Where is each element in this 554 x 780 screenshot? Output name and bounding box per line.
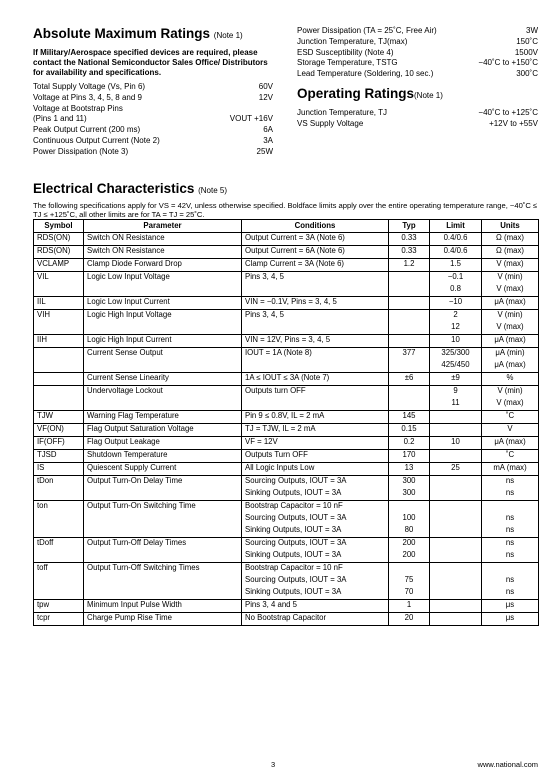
cell-conditions bbox=[242, 398, 389, 411]
cell-conditions: Output Current = 6A (Note 6) bbox=[242, 246, 389, 259]
section-title: Electrical Characteristics (Note 5) bbox=[33, 181, 228, 196]
table-row bbox=[34, 501, 539, 514]
electrical-characteristics-header bbox=[33, 181, 538, 219]
cell-limit bbox=[430, 550, 482, 563]
col-header-symbol: Symbol bbox=[34, 220, 84, 233]
cell-parameter bbox=[84, 488, 242, 501]
cell-units: ˚C bbox=[482, 411, 539, 424]
cell-conditions: Outputs turn OFF bbox=[242, 386, 389, 399]
cell-limit: 10 bbox=[430, 335, 482, 348]
cell-symbol: ton bbox=[34, 501, 84, 514]
cell-symbol: VCLAMP bbox=[34, 259, 84, 272]
col-header-units: Units bbox=[482, 220, 539, 233]
table-row bbox=[34, 563, 539, 576]
rating-value: +12V to +55V bbox=[489, 118, 538, 128]
operating-ratings-list bbox=[297, 108, 538, 130]
cell-conditions: Output Current = 3A (Note 6) bbox=[242, 233, 389, 246]
cell-conditions: Clamp Current = 3A (Note 6) bbox=[242, 259, 389, 272]
cell-conditions: All Logic Inputs Low bbox=[242, 463, 389, 476]
cell-limit: 2 bbox=[430, 310, 482, 323]
cell-limit: 12 bbox=[430, 322, 482, 335]
cell-parameter: Current Sense Output bbox=[84, 348, 242, 361]
cell-parameter: Logic High Input Current bbox=[84, 335, 242, 348]
table-row bbox=[34, 360, 539, 373]
col-header-conditions: Conditions bbox=[242, 220, 389, 233]
cell-limit bbox=[430, 525, 482, 538]
cell-typ: 0.33 bbox=[389, 246, 430, 259]
cell-typ: 300 bbox=[389, 488, 430, 501]
cell-symbol: TJW bbox=[34, 411, 84, 424]
cell-typ: 200 bbox=[389, 550, 430, 563]
cell-units: ns bbox=[482, 488, 539, 501]
cell-conditions: Bootstrap Capacitor = 10 nF bbox=[242, 501, 389, 514]
table-row bbox=[34, 463, 539, 476]
rating-row bbox=[33, 125, 273, 136]
cell-symbol bbox=[34, 284, 84, 297]
cell-conditions: VF = 12V bbox=[242, 437, 389, 450]
cell-typ bbox=[389, 297, 430, 310]
cell-parameter bbox=[84, 575, 242, 587]
rating-value: 3A bbox=[263, 135, 273, 145]
cell-limit: 10 bbox=[430, 437, 482, 450]
rating-row bbox=[297, 108, 538, 119]
cell-parameter bbox=[84, 398, 242, 411]
cell-typ: 100 bbox=[389, 513, 430, 525]
cell-typ: ±6 bbox=[389, 373, 430, 386]
cell-units: μs bbox=[482, 613, 539, 626]
cell-limit bbox=[430, 613, 482, 626]
table-row bbox=[34, 437, 539, 450]
table-row bbox=[34, 525, 539, 538]
rating-value: 60V bbox=[258, 82, 273, 91]
rating-value: 12V bbox=[258, 92, 273, 102]
cell-conditions: Bootstrap Capacitor = 10 nF bbox=[242, 563, 389, 576]
cell-limit: 9 bbox=[430, 386, 482, 399]
rating-row bbox=[297, 37, 538, 48]
cell-conditions: VIN = 12V, Pins = 3, 4, 5 bbox=[242, 335, 389, 348]
rating-row bbox=[33, 104, 273, 115]
rating-row bbox=[33, 93, 273, 104]
cell-units: Ω (max) bbox=[482, 246, 539, 259]
cell-limit bbox=[430, 513, 482, 525]
rating-label: Junction Temperature, TJ bbox=[297, 107, 387, 117]
cell-typ: 170 bbox=[389, 450, 430, 463]
table-row bbox=[34, 575, 539, 587]
cell-typ bbox=[389, 272, 430, 285]
ratings-list-right bbox=[297, 26, 538, 80]
cell-conditions: Sinking Outputs, IOUT = 3A bbox=[242, 587, 389, 600]
rating-label: Voltage at Bootstrap Pins bbox=[33, 103, 123, 113]
cell-parameter: Quiescent Supply Current bbox=[84, 463, 242, 476]
cell-symbol bbox=[34, 386, 84, 399]
cell-symbol: IIH bbox=[34, 335, 84, 348]
cell-units: μA (max) bbox=[482, 297, 539, 310]
table-row bbox=[34, 259, 539, 272]
table-row bbox=[34, 424, 539, 437]
operating-ratings-title: Operating Ratings(Note 1) bbox=[297, 85, 443, 101]
cell-conditions: TJ = TJW, IL = 2 mA bbox=[242, 424, 389, 437]
cell-units: V (max) bbox=[482, 259, 539, 272]
cell-typ: 1 bbox=[389, 600, 430, 613]
cell-conditions: Sinking Outputs, IOUT = 3A bbox=[242, 550, 389, 563]
cell-symbol bbox=[34, 587, 84, 600]
col-header-limit: Limit bbox=[430, 220, 482, 233]
cell-typ: 20 bbox=[389, 613, 430, 626]
rating-value: −40˚C to +150˚C bbox=[478, 58, 538, 68]
table-row bbox=[34, 272, 539, 285]
cell-symbol bbox=[34, 348, 84, 361]
cell-units: μA (max) bbox=[482, 437, 539, 450]
table-row bbox=[34, 411, 539, 424]
cell-parameter: Output Turn-Off Delay Times bbox=[84, 538, 242, 551]
rating-value: 300˚C bbox=[516, 69, 538, 79]
cell-typ bbox=[389, 310, 430, 323]
table-row bbox=[34, 450, 539, 463]
rating-label: ESD Susceptibility (Note 4) bbox=[297, 47, 394, 57]
rating-value: −40˚C to +125˚C bbox=[478, 107, 538, 117]
cell-units: μA (max) bbox=[482, 360, 539, 373]
cell-conditions: 1A ≤ IOUT ≤ 3A (Note 7) bbox=[242, 373, 389, 386]
cell-typ bbox=[389, 360, 430, 373]
cell-units: V (max) bbox=[482, 322, 539, 335]
cell-parameter bbox=[84, 322, 242, 335]
cell-typ bbox=[389, 335, 430, 348]
cell-limit bbox=[430, 587, 482, 600]
cell-symbol: IF(OFF) bbox=[34, 437, 84, 450]
cell-limit bbox=[430, 476, 482, 489]
cell-units: V (min) bbox=[482, 386, 539, 399]
cell-symbol: RDS(ON) bbox=[34, 246, 84, 259]
cell-limit: 0.4/0.6 bbox=[430, 233, 482, 246]
cell-conditions: Pins 3, 4 and 5 bbox=[242, 600, 389, 613]
table-row bbox=[34, 335, 539, 348]
cell-typ bbox=[389, 284, 430, 297]
cell-symbol: RDS(ON) bbox=[34, 233, 84, 246]
cell-symbol: tcpr bbox=[34, 613, 84, 626]
cell-parameter bbox=[84, 525, 242, 538]
cell-limit bbox=[430, 575, 482, 587]
cell-parameter: Output Turn-On Delay Time bbox=[84, 476, 242, 489]
table-row bbox=[34, 587, 539, 600]
cell-parameter bbox=[84, 587, 242, 600]
table-row bbox=[34, 246, 539, 259]
cell-conditions: IOUT = 1A (Note 8) bbox=[242, 348, 389, 361]
cell-parameter: Undervoltage Lockout bbox=[84, 386, 242, 399]
cell-parameter: Logic Low Input Voltage bbox=[84, 272, 242, 285]
cell-symbol: tDoff bbox=[34, 538, 84, 551]
ratings-list bbox=[33, 82, 273, 158]
rating-value: 25W bbox=[256, 146, 273, 156]
cell-typ: 70 bbox=[389, 587, 430, 600]
cell-symbol bbox=[34, 360, 84, 373]
rating-value: VOUT +16V bbox=[229, 114, 273, 124]
rating-label: Power Dissipation (Note 3) bbox=[33, 146, 129, 156]
cell-limit bbox=[430, 450, 482, 463]
electrical-characteristics-table bbox=[33, 219, 539, 626]
cell-units: Ω (max) bbox=[482, 233, 539, 246]
rating-row bbox=[297, 48, 538, 59]
rating-label: (Pins 1 and 11) bbox=[33, 114, 87, 124]
cell-parameter bbox=[84, 284, 242, 297]
military-notice: If Military/Aerospace specified devices are required, please contact the National Semiconductor Sales Office/ Distributors for availability and specifications. bbox=[33, 48, 268, 77]
rating-value: 150˚C bbox=[516, 36, 538, 46]
cell-typ: 200 bbox=[389, 538, 430, 551]
cell-symbol: VIL bbox=[34, 272, 84, 285]
rating-label: Power Dissipation (TA = 25˚C, Free Air) bbox=[297, 26, 437, 35]
cell-parameter: Warning Flag Temperature bbox=[84, 411, 242, 424]
rating-row bbox=[297, 119, 538, 130]
cell-conditions: Pin 9 ≤ 0.8V, IL = 2 mA bbox=[242, 411, 389, 424]
ratings-right-column bbox=[297, 26, 538, 130]
cell-symbol: toff bbox=[34, 563, 84, 576]
cell-parameter: Clamp Diode Forward Drop bbox=[84, 259, 242, 272]
cell-conditions: Sinking Outputs, IOUT = 3A bbox=[242, 525, 389, 538]
cell-conditions: VIN = −0.1V, Pins = 3, 4, 5 bbox=[242, 297, 389, 310]
cell-parameter: Logic Low Input Current bbox=[84, 297, 242, 310]
cell-conditions bbox=[242, 322, 389, 335]
cell-conditions: Sourcing Outputs, IOUT = 3A bbox=[242, 513, 389, 525]
table-row bbox=[34, 476, 539, 489]
cell-parameter: Output Turn-Off Switching Times bbox=[84, 563, 242, 576]
table-row bbox=[34, 310, 539, 323]
col-header-typ: Typ bbox=[389, 220, 430, 233]
rating-value: 6A bbox=[263, 125, 273, 135]
table-row bbox=[34, 233, 539, 246]
table-row bbox=[34, 398, 539, 411]
rating-label: Storage Temperature, TSTG bbox=[297, 58, 398, 68]
cell-units: μA (min) bbox=[482, 348, 539, 361]
cell-conditions: Sourcing Outputs, IOUT = 3A bbox=[242, 575, 389, 587]
table-row bbox=[34, 488, 539, 501]
rating-label: Voltage at Pins 3, 4, 5, 8 and 9 bbox=[33, 92, 142, 102]
cell-limit: 25 bbox=[430, 463, 482, 476]
cell-parameter bbox=[84, 550, 242, 563]
cell-typ: 377 bbox=[389, 348, 430, 361]
cell-conditions: Pins 3, 4, 5 bbox=[242, 310, 389, 323]
cell-limit: ±9 bbox=[430, 373, 482, 386]
cell-typ: 0.2 bbox=[389, 437, 430, 450]
cell-typ: 80 bbox=[389, 525, 430, 538]
cell-units: ns bbox=[482, 575, 539, 587]
cell-parameter: Flag Output Leakage bbox=[84, 437, 242, 450]
cell-conditions bbox=[242, 284, 389, 297]
page-number: 3 bbox=[271, 760, 276, 769]
cell-units: ˚C bbox=[482, 450, 539, 463]
cell-typ bbox=[389, 322, 430, 335]
cell-conditions: Sinking Outputs, IOUT = 3A bbox=[242, 488, 389, 501]
cell-symbol bbox=[34, 575, 84, 587]
cell-units: V (max) bbox=[482, 284, 539, 297]
cell-symbol bbox=[34, 525, 84, 538]
table-row bbox=[34, 348, 539, 361]
cell-limit bbox=[430, 424, 482, 437]
cell-parameter bbox=[84, 360, 242, 373]
absolute-max-section bbox=[33, 26, 273, 158]
cell-typ bbox=[389, 398, 430, 411]
col-header-parameter: Parameter bbox=[84, 220, 242, 233]
cell-limit: 0.8 bbox=[430, 284, 482, 297]
cell-symbol: IS bbox=[34, 463, 84, 476]
table-row bbox=[34, 386, 539, 399]
cell-limit bbox=[430, 488, 482, 501]
cell-limit bbox=[430, 538, 482, 551]
cell-symbol: VIH bbox=[34, 310, 84, 323]
cell-parameter: Logic High Input Voltage bbox=[84, 310, 242, 323]
cell-units: V (max) bbox=[482, 398, 539, 411]
cell-parameter: Switch ON Resistance bbox=[84, 233, 242, 246]
rating-row bbox=[33, 82, 273, 93]
cell-parameter: Charge Pump Rise Time bbox=[84, 613, 242, 626]
cell-units: ns bbox=[482, 538, 539, 551]
rating-label: Total Supply Voltage (Vs, Pin 6) bbox=[33, 82, 146, 91]
cell-symbol: IIL bbox=[34, 297, 84, 310]
rating-row bbox=[297, 58, 538, 69]
cell-symbol bbox=[34, 513, 84, 525]
cell-units: V bbox=[482, 424, 539, 437]
cell-units: mA (max) bbox=[482, 463, 539, 476]
cell-limit: 11 bbox=[430, 398, 482, 411]
cell-parameter: Shutdown Temperature bbox=[84, 450, 242, 463]
cell-conditions: No Bootstrap Capacitor bbox=[242, 613, 389, 626]
cell-units: V (min) bbox=[482, 310, 539, 323]
cell-parameter: Minimum Input Pulse Width bbox=[84, 600, 242, 613]
cell-units: ns bbox=[482, 587, 539, 600]
cell-units: μA (max) bbox=[482, 335, 539, 348]
cell-limit bbox=[430, 600, 482, 613]
cell-symbol bbox=[34, 373, 84, 386]
rating-label: Lead Temperature (Soldering, 10 sec.) bbox=[297, 69, 434, 79]
cell-limit: 0.4/0.6 bbox=[430, 246, 482, 259]
table-row bbox=[34, 600, 539, 613]
rating-label: VS Supply Voltage bbox=[297, 118, 364, 128]
rating-row bbox=[297, 69, 538, 80]
cell-typ: 0.33 bbox=[389, 233, 430, 246]
cell-limit: −0.1 bbox=[430, 272, 482, 285]
cell-units: ns bbox=[482, 550, 539, 563]
rating-value: 3W bbox=[526, 26, 538, 35]
cell-conditions bbox=[242, 360, 389, 373]
cell-conditions: Sourcing Outputs, IOUT = 3A bbox=[242, 538, 389, 551]
cell-limit: 425/450 bbox=[430, 360, 482, 373]
cell-units: μs bbox=[482, 600, 539, 613]
table-row bbox=[34, 550, 539, 563]
cell-units: ns bbox=[482, 525, 539, 538]
table-row bbox=[34, 513, 539, 525]
table-row bbox=[34, 284, 539, 297]
cell-units: ns bbox=[482, 476, 539, 489]
cell-symbol bbox=[34, 550, 84, 563]
cell-symbol: VF(ON) bbox=[34, 424, 84, 437]
rating-label: Peak Output Current (200 ms) bbox=[33, 125, 141, 135]
cell-typ bbox=[389, 563, 430, 576]
footer-url: www.national.com bbox=[477, 760, 538, 769]
cell-symbol bbox=[34, 322, 84, 335]
cell-typ: 1.2 bbox=[389, 259, 430, 272]
cell-symbol: TJSD bbox=[34, 450, 84, 463]
cell-limit bbox=[430, 501, 482, 514]
cell-symbol bbox=[34, 488, 84, 501]
rating-label: Junction Temperature, TJ(max) bbox=[297, 36, 408, 46]
cell-typ: 13 bbox=[389, 463, 430, 476]
table-row bbox=[34, 322, 539, 335]
cell-symbol: tDon bbox=[34, 476, 84, 489]
rating-row bbox=[297, 26, 538, 37]
rating-row bbox=[33, 114, 273, 125]
cell-parameter bbox=[84, 513, 242, 525]
cell-units: ns bbox=[482, 513, 539, 525]
cell-typ bbox=[389, 501, 430, 514]
cell-parameter: Switch ON Resistance bbox=[84, 246, 242, 259]
rating-value: 1500V bbox=[514, 47, 538, 57]
cell-typ: 300 bbox=[389, 476, 430, 489]
cell-units bbox=[482, 563, 539, 576]
rating-row bbox=[33, 147, 273, 158]
cell-symbol bbox=[34, 398, 84, 411]
cell-limit: −10 bbox=[430, 297, 482, 310]
table-row bbox=[34, 297, 539, 310]
cell-limit: 1.5 bbox=[430, 259, 482, 272]
section-title: Absolute Maximum Ratings (Note 1) bbox=[33, 26, 243, 41]
cell-conditions: Pins 3, 4, 5 bbox=[242, 272, 389, 285]
cell-parameter: Flag Output Saturation Voltage bbox=[84, 424, 242, 437]
cell-typ: 75 bbox=[389, 575, 430, 587]
table-row bbox=[34, 538, 539, 551]
cell-units: V (min) bbox=[482, 272, 539, 285]
cell-typ bbox=[389, 386, 430, 399]
cell-typ: 145 bbox=[389, 411, 430, 424]
cell-parameter: Current Sense Linearity bbox=[84, 373, 242, 386]
rating-label: Continuous Output Current (Note 2) bbox=[33, 135, 160, 145]
cell-typ: 0.15 bbox=[389, 424, 430, 437]
cell-limit: 325/300 bbox=[430, 348, 482, 361]
cell-parameter: Output Turn-On Switching Time bbox=[84, 501, 242, 514]
table-row bbox=[34, 373, 539, 386]
cell-limit bbox=[430, 563, 482, 576]
cell-units bbox=[482, 501, 539, 514]
table-row bbox=[34, 613, 539, 626]
cell-units: % bbox=[482, 373, 539, 386]
section-description: The following specifications apply for VS = 42V, unless otherwise specified. Boldface limits apply over the entire operating temperature range, −40˚C ≤ TJ ≤ +125˚C, all other limits are for TA = TJ = 25˚C. bbox=[33, 201, 538, 219]
cell-symbol: tpw bbox=[34, 600, 84, 613]
cell-conditions: Sourcing Outputs, IOUT = 3A bbox=[242, 476, 389, 489]
cell-limit bbox=[430, 411, 482, 424]
rating-row bbox=[33, 136, 273, 147]
cell-conditions: Outputs Turn OFF bbox=[242, 450, 389, 463]
